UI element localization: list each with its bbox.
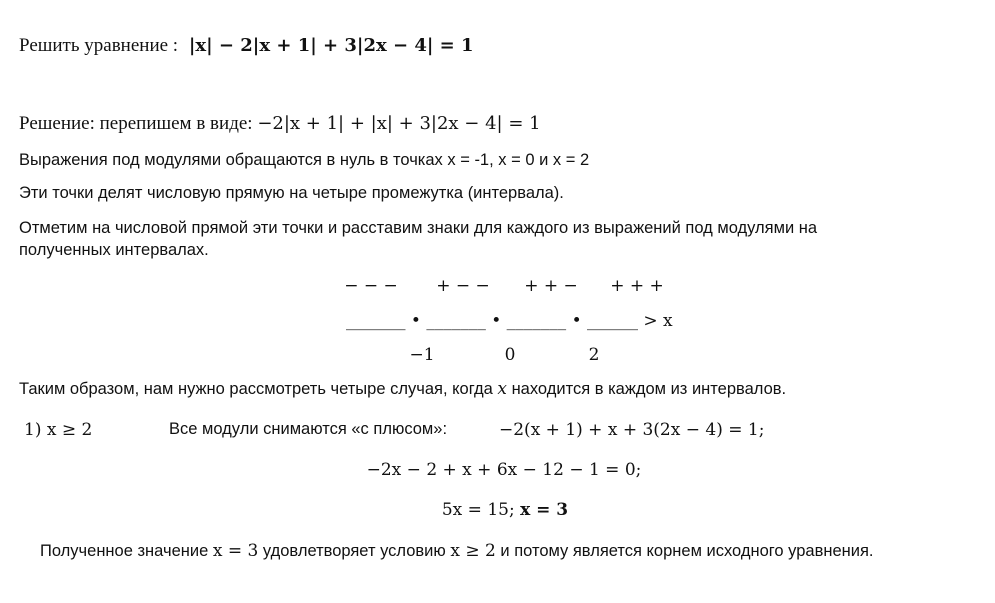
solution-rewrite [19, 113, 541, 135]
problem-equation: |x| − 2|x + 1| + 3|2x − 4| = 1 [188, 35, 474, 56]
problem-label: Решить уравнение : [19, 35, 179, 56]
sign-interval-1: − − − [344, 276, 398, 296]
point-label-two: 2 [588, 345, 600, 365]
sign-interval-4: + + + [610, 276, 664, 296]
rewrite-equation: −2|x + 1| + |x| + 3|2x − 4| = 1 [257, 113, 541, 134]
sign-interval-3: + + − [524, 276, 578, 296]
cases-intro [19, 379, 786, 399]
point-label-minus-one: −1 [409, 345, 435, 365]
rewrite-intro: перепишем в виде: [99, 113, 253, 134]
conclusion-before: Полученное значение [40, 542, 209, 560]
solution-label: Решение: [19, 113, 95, 134]
mark-paragraph-line2: полученных интервалах. [19, 241, 209, 259]
cases-intro-var: x [497, 379, 507, 399]
conclusion [40, 541, 874, 561]
case1-step2-equation: 5x = 15; [441, 500, 515, 520]
case1-step1: −2x − 2 + x + 6x − 12 − 1 = 0; [366, 460, 642, 480]
number-line-axis: _______ • _______ • _______ • ______ > x [346, 311, 673, 331]
sign-interval-2: + − − [436, 276, 490, 296]
conclusion-condition: x ≥ 2 [450, 541, 496, 561]
mark-paragraph-line1: Отметим на числовой прямой эти точки и расставим знаки для каждого из выражений под модулями на [19, 219, 818, 237]
zeros-paragraph: Выражения под модулями обращаются в нуль в точках х = -1, х = 0 и х = 2 [19, 151, 590, 169]
case1-text: Все модули снимаются «с плюсом»: [169, 420, 448, 438]
intervals-paragraph: Эти точки делят числовую прямую на четыре промежутка (интервала). [19, 184, 564, 202]
point-label-zero: 0 [504, 345, 516, 365]
case1-condition: 1) x ≥ 2 [24, 420, 93, 440]
conclusion-middle: удовлетворяет условию [262, 542, 446, 560]
problem-statement [19, 35, 474, 57]
conclusion-after: и потому является корнем исходного уравнения. [500, 542, 874, 560]
conclusion-value: x = 3 [212, 541, 259, 561]
cases-intro-before: Таким образом, нам нужно рассмотреть четыре случая, когда [19, 380, 493, 398]
cases-intro-after: находится в каждом из интервалов. [511, 380, 787, 398]
case1-answer: x = 3 [520, 500, 569, 520]
case1-equation: −2(x + 1) + x + 3(2x − 4) = 1; [499, 420, 765, 440]
case1-step2 [442, 500, 568, 520]
